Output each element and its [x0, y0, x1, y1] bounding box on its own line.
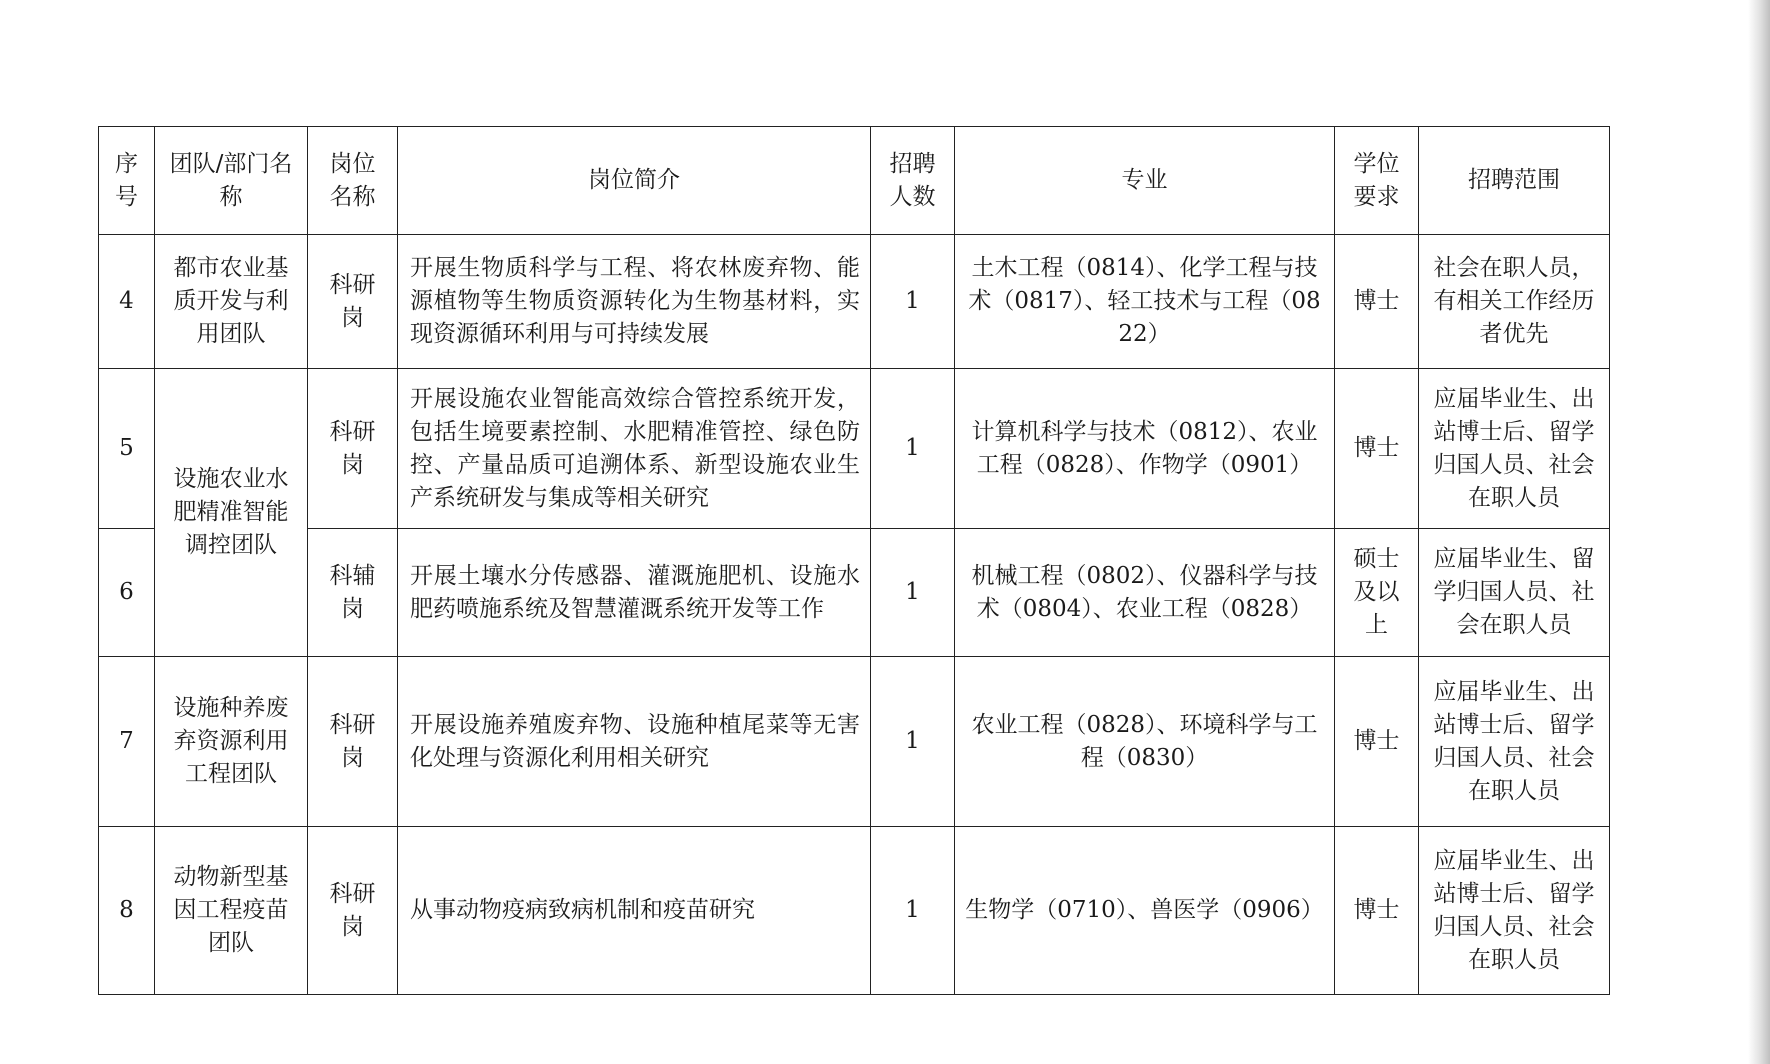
cell-index: 4	[99, 235, 155, 369]
cell-count: 1	[871, 827, 955, 995]
cell-team: 都市农业基质开发与利用团队	[155, 235, 308, 369]
cell-intro: 从事动物疫病致病机制和疫苗研究	[398, 827, 871, 995]
cell-degree: 博士	[1335, 827, 1419, 995]
cell-scope: 应届毕业生、出站博士后、留学归国人员、社会在职人员	[1419, 369, 1610, 529]
header-team: 团队/部门名称	[155, 127, 308, 235]
cell-major: 计算机科学与技术（0812）、农业工程（0828）、作物学（0901）	[955, 369, 1335, 529]
cell-intro: 开展设施养殖废弃物、设施种植尾菜等无害化处理与资源化利用相关研究	[398, 657, 871, 827]
header-index: 序号	[99, 127, 155, 235]
cell-index: 8	[99, 827, 155, 995]
cell-index: 6	[99, 529, 155, 657]
scroll-edge-shadow	[1748, 0, 1770, 1064]
cell-degree: 博士	[1335, 657, 1419, 827]
table-row	[99, 827, 1610, 995]
header-degree: 学位要求	[1335, 127, 1419, 235]
cell-intro: 开展土壤水分传感器、灌溉施肥机、设施水肥药喷施系统及智慧灌溉系统开发等工作	[398, 529, 871, 657]
header-scope: 招聘范围	[1419, 127, 1610, 235]
table-row	[99, 657, 1610, 827]
table-row	[99, 235, 1610, 369]
header-count: 招聘人数	[871, 127, 955, 235]
cell-scope: 社会在职人员，有相关工作经历者优先	[1419, 235, 1610, 369]
cell-position: 科研岗	[308, 235, 398, 369]
cell-team: 设施农业水肥精准智能调控团队	[155, 369, 308, 657]
cell-index: 7	[99, 657, 155, 827]
cell-major: 生物学（0710）、兽医学（0906）	[955, 827, 1335, 995]
table-row	[99, 369, 1610, 529]
recruitment-table	[98, 126, 1610, 995]
header-position: 岗位名称	[308, 127, 398, 235]
cell-degree: 硕士及以上	[1335, 529, 1419, 657]
cell-count: 1	[871, 529, 955, 657]
cell-major: 机械工程（0802）、仪器科学与技术（0804）、农业工程（0828）	[955, 529, 1335, 657]
cell-scope: 应届毕业生、出站博士后、留学归国人员、社会在职人员	[1419, 827, 1610, 995]
cell-position: 科研岗	[308, 369, 398, 529]
cell-major: 农业工程（0828）、环境科学与工程（0830）	[955, 657, 1335, 827]
cell-degree: 博士	[1335, 235, 1419, 369]
cell-major: 土木工程（0814）、化学工程与技术（0817）、轻工技术与工程（0822）	[955, 235, 1335, 369]
cell-team: 动物新型基因工程疫苗团队	[155, 827, 308, 995]
cell-degree: 博士	[1335, 369, 1419, 529]
cell-scope: 应届毕业生、出站博士后、留学归国人员、社会在职人员	[1419, 657, 1610, 827]
table-header-row	[99, 127, 1610, 235]
header-major: 专业	[955, 127, 1335, 235]
cell-scope: 应届毕业生、留学归国人员、社会在职人员	[1419, 529, 1610, 657]
cell-count: 1	[871, 657, 955, 827]
cell-intro: 开展生物质科学与工程、将农林废弃物、能源植物等生物质资源转化为生物基材料，实现资源循环利用与可持续发展	[398, 235, 871, 369]
cell-count: 1	[871, 369, 955, 529]
cell-position: 科研岗	[308, 827, 398, 995]
cell-team: 设施种养废弃资源利用工程团队	[155, 657, 308, 827]
cell-count: 1	[871, 235, 955, 369]
header-intro: 岗位简介	[398, 127, 871, 235]
cell-position: 科研岗	[308, 657, 398, 827]
cell-intro: 开展设施农业智能高效综合管控系统开发，包括生境要素控制、水肥精准管控、绿色防控、产量品质可追溯体系、新型设施农业生产系统研发与集成等相关研究	[398, 369, 871, 529]
cell-position: 科辅岗	[308, 529, 398, 657]
table-row	[99, 529, 1610, 657]
cell-index: 5	[99, 369, 155, 529]
